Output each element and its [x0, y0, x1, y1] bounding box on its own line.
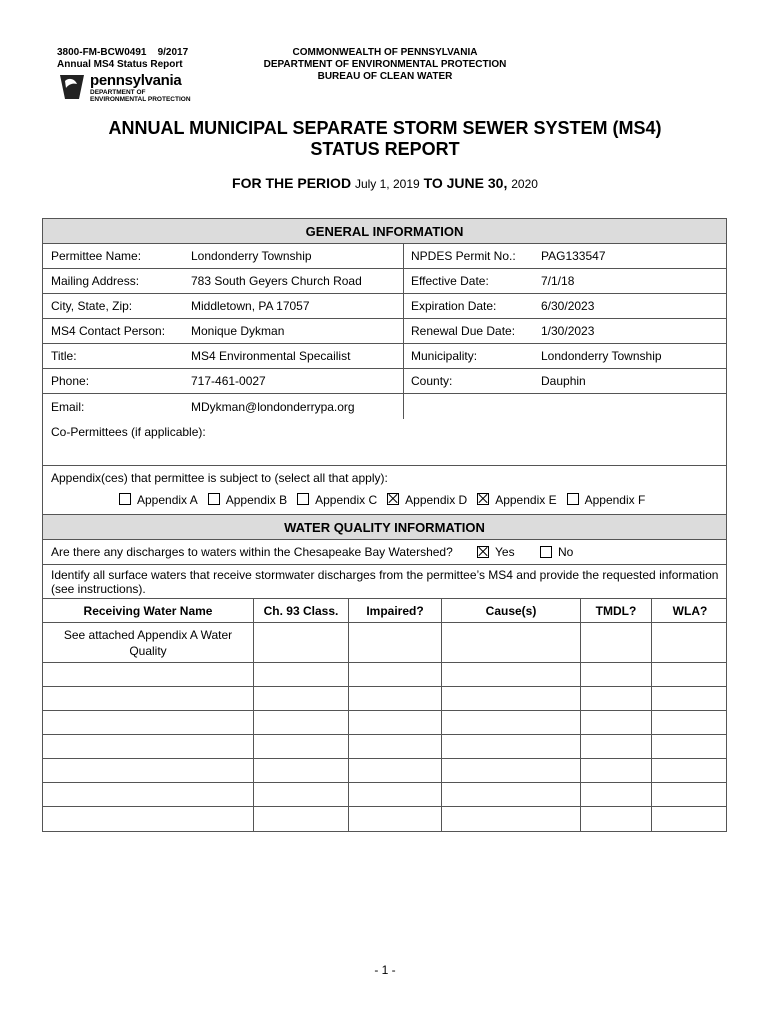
- pa-dep-logo: [57, 72, 197, 108]
- ms4-form: [42, 218, 727, 832]
- table-cell[interactable]: [441, 663, 580, 686]
- chesapeake-no-option[interactable]: [540, 540, 573, 564]
- period-end-year[interactable]: 2020: [511, 177, 538, 191]
- table-cell[interactable]: [580, 623, 651, 662]
- table-cell[interactable]: [441, 759, 580, 782]
- appendix-label: Appendix B: [225, 493, 288, 507]
- table-cell[interactable]: [43, 759, 253, 782]
- field-label: Effective Date:: [411, 274, 489, 288]
- logo-wordmark: pennsylvania: [90, 72, 182, 89]
- table-cell[interactable]: [43, 735, 253, 758]
- field-value[interactable]: Middletown, PA 17057: [191, 299, 310, 313]
- appendix-checkbox[interactable]: [119, 493, 131, 505]
- field-value[interactable]: [533, 394, 728, 419]
- table-cell[interactable]: [651, 711, 728, 734]
- appendix-label: Appendix F: [584, 493, 646, 507]
- surface-water-instructions: Identify all surface waters that receive stormwater discharges from the permittee’s MS4 and provide the requested information (see instructions).: [51, 568, 719, 596]
- period-start[interactable]: July 1, 2019: [354, 177, 420, 191]
- table-cell[interactable]: [441, 783, 580, 806]
- table-cell[interactable]: [253, 623, 348, 662]
- table-row: [43, 711, 726, 735]
- table-cell[interactable]: [348, 807, 441, 831]
- appendix-option[interactable]: [477, 493, 556, 507]
- general-info-row: [43, 294, 726, 319]
- table-cell[interactable]: [441, 687, 580, 710]
- table-cell[interactable]: [348, 623, 441, 662]
- agency-header: [230, 47, 540, 83]
- general-info-row: [43, 319, 726, 344]
- agency-line-1: COMMONWEALTH OF PENNSYLVANIA: [292, 47, 478, 58]
- table-row: [43, 783, 726, 807]
- table-cell[interactable]: [651, 759, 728, 782]
- no-checkbox[interactable]: [540, 546, 552, 558]
- table-row: [43, 807, 726, 831]
- reporting-period: [40, 175, 730, 191]
- instructions-row: [43, 565, 726, 599]
- form-name: Annual MS4 Status Report: [57, 59, 183, 70]
- appendix-option[interactable]: [297, 493, 377, 507]
- appendix-label: Appendix A: [137, 493, 198, 507]
- no-label: No: [558, 545, 574, 559]
- table-cell[interactable]: [441, 623, 580, 662]
- column-header: Impaired?: [348, 599, 441, 622]
- field-label: Municipality:: [411, 349, 478, 363]
- field-value[interactable]: 1/30/2023: [541, 324, 595, 338]
- general-info-row: [43, 244, 726, 269]
- table-cell[interactable]: [651, 623, 728, 662]
- table-cell[interactable]: [580, 759, 651, 782]
- general-info-row: [43, 344, 726, 369]
- table-cell[interactable]: [651, 735, 728, 758]
- report-title: [40, 118, 730, 160]
- table-cell[interactable]: [580, 735, 651, 758]
- period-to-label: TO JUNE 30,: [423, 175, 508, 191]
- table-row: [43, 663, 726, 687]
- table-cell[interactable]: [253, 807, 348, 831]
- table-cell[interactable]: [441, 711, 580, 734]
- column-header: Cause(s): [441, 599, 580, 622]
- agency-line-2: DEPARTMENT OF ENVIRONMENTAL PROTECTION: [263, 59, 507, 70]
- table-cell[interactable]: [253, 783, 348, 806]
- receiving-water-table: [43, 599, 726, 831]
- period-for-label: FOR THE PERIOD: [232, 175, 352, 191]
- chesapeake-question: Are there any discharges to waters within the Chesapeake Bay Watershed?: [51, 545, 453, 559]
- field-label: City, State, Zip:: [51, 299, 133, 313]
- table-cell[interactable]: [253, 687, 348, 710]
- table-cell[interactable]: [651, 783, 728, 806]
- field-value[interactable]: Monique Dykman: [191, 324, 285, 338]
- yes-checkbox[interactable]: [477, 546, 489, 558]
- field-label: [403, 394, 533, 419]
- form-identifier: [57, 47, 188, 71]
- table-cell[interactable]: [253, 759, 348, 782]
- table-row: [43, 735, 726, 759]
- table-cell[interactable]: [651, 687, 728, 710]
- field-label: Renewal Due Date:: [411, 324, 516, 338]
- table-cell[interactable]: [580, 663, 651, 686]
- general-info-row: [43, 369, 726, 394]
- field-value[interactable]: 6/30/2023: [541, 299, 595, 313]
- agency-line-3: BUREAU OF CLEAN WATER: [317, 71, 453, 82]
- field-value[interactable]: 7/1/18: [541, 274, 575, 288]
- field-value[interactable]: Londonderry Township: [541, 349, 662, 363]
- table-cell[interactable]: [348, 759, 441, 782]
- table-cell[interactable]: [43, 687, 253, 710]
- table-cell[interactable]: [43, 663, 253, 686]
- field-label: NPDES Permit No.:: [411, 249, 516, 263]
- appendix-checkbox[interactable]: [297, 493, 309, 505]
- appendix-option[interactable]: [119, 493, 198, 507]
- column-header: WLA?: [651, 599, 728, 622]
- field-label: Phone:: [51, 374, 90, 388]
- appendix-option[interactable]: [567, 493, 646, 507]
- appendix-checkbox[interactable]: [208, 493, 220, 505]
- column-header: TMDL?: [580, 599, 651, 622]
- table-cell[interactable]: [348, 663, 441, 686]
- table-header-row: [43, 599, 726, 623]
- field-value[interactable]: Londonderry Township: [191, 249, 312, 263]
- appendix-checkbox[interactable]: [477, 493, 489, 505]
- table-cell[interactable]: [441, 735, 580, 758]
- appendix-label: Appendix C: [315, 493, 378, 507]
- column-header: Receiving Water Name: [83, 603, 213, 618]
- field-value[interactable]: PAG133547: [541, 249, 606, 263]
- appendix-row: [43, 466, 726, 515]
- appendix-option[interactable]: [208, 493, 287, 507]
- yes-label: Yes: [495, 545, 515, 559]
- field-label: Title:: [51, 349, 77, 363]
- column-header: Ch. 93 Class.: [253, 599, 348, 622]
- report-title-line-1: ANNUAL MUNICIPAL SEPARATE STORM SEWER SYSTEM (MS4): [108, 118, 662, 138]
- appendix-option[interactable]: [387, 493, 467, 507]
- field-value[interactable]: Dauphin: [541, 374, 586, 388]
- table-row: [43, 687, 726, 711]
- appendix-checkboxes: [119, 493, 655, 507]
- table-cell[interactable]: [253, 663, 348, 686]
- appendix-checkbox[interactable]: [387, 493, 399, 505]
- chesapeake-row: [43, 540, 726, 565]
- copermittees-row: [43, 419, 726, 466]
- field-label: Permittee Name:: [51, 249, 142, 263]
- field-label: MS4 Contact Person:: [51, 324, 166, 338]
- table-cell[interactable]: [580, 783, 651, 806]
- table-cell[interactable]: [580, 807, 651, 831]
- keystone-logo-icon: [57, 72, 87, 102]
- table-cell[interactable]: [348, 783, 441, 806]
- table-cell[interactable]: [651, 663, 728, 686]
- table-cell[interactable]: [348, 687, 441, 710]
- general-information-heading: GENERAL INFORMATION: [43, 219, 726, 244]
- logo-department: DEPARTMENT OF ENVIRONMENTAL PROTECTION: [90, 89, 191, 103]
- table-cell[interactable]: [348, 711, 441, 734]
- table-cell[interactable]: See attached Appendix A Water Quality: [63, 627, 233, 658]
- general-info-row: [43, 269, 726, 294]
- table-cell[interactable]: [253, 735, 348, 758]
- field-label: Expiration Date:: [411, 299, 497, 313]
- field-label: County:: [411, 374, 453, 388]
- appendix-checkbox[interactable]: [567, 493, 579, 505]
- table-cell[interactable]: [348, 735, 441, 758]
- table-cell[interactable]: [651, 807, 728, 831]
- table-cell[interactable]: [580, 687, 651, 710]
- table-cell[interactable]: [43, 807, 253, 831]
- table-cell[interactable]: [580, 711, 651, 734]
- table-cell[interactable]: [43, 711, 253, 734]
- table-cell[interactable]: [253, 711, 348, 734]
- chesapeake-yes-option[interactable]: [477, 540, 515, 564]
- field-value[interactable]: MDykman@londonderrypa.org: [191, 399, 355, 414]
- page-number: - 1 -: [374, 963, 396, 977]
- appendix-label: Appendix E: [495, 493, 557, 507]
- field-label: Mailing Address:: [51, 274, 140, 288]
- form-id: 3800-FM-BCW0491 9/2017: [57, 47, 189, 58]
- table-row: [43, 759, 726, 783]
- water-quality-heading: WATER QUALITY INFORMATION: [43, 515, 726, 540]
- field-value[interactable]: MS4 Environmental Specailist: [191, 349, 351, 363]
- field-value[interactable]: 717-461-0027: [191, 374, 266, 388]
- table-cell[interactable]: [43, 783, 253, 806]
- field-label: Email:: [51, 399, 85, 414]
- table-row: [43, 623, 726, 663]
- field-value[interactable]: 783 South Geyers Church Road: [191, 274, 362, 288]
- table-cell[interactable]: [441, 807, 580, 831]
- appendix-label: Appendix D: [405, 493, 468, 507]
- appendix-prompt: Appendix(ces) that permittee is subject to (select all that apply):: [51, 471, 388, 485]
- general-info-row: [43, 394, 726, 419]
- copermittees-label: Co-Permittees (if applicable):: [51, 425, 206, 439]
- report-title-line-2: STATUS REPORT: [310, 139, 460, 159]
